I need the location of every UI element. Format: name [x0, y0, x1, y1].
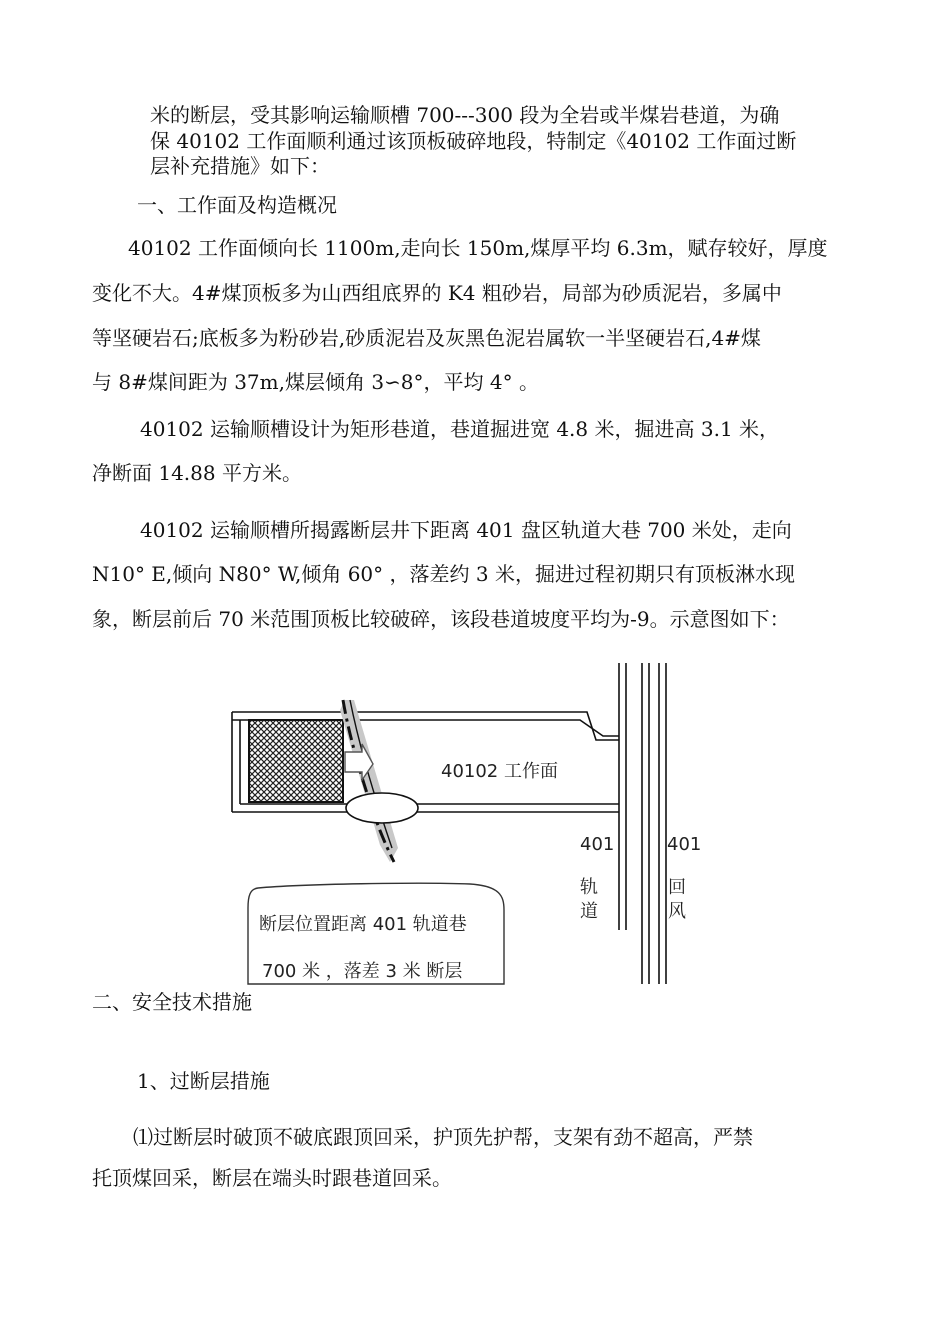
track-char-1: 轨	[580, 877, 598, 898]
callout-line-1: 断层位置距离 401 轨道巷	[259, 914, 467, 935]
para2-line-1: 40102 运输顺槽设计为矩形巷道，巷道掘进宽 4.8 米，掘进高 3.1 米，	[140, 417, 780, 441]
intro-line-3: 层补充措施》如下：	[150, 154, 330, 178]
para1-line-1: 40102 工作面倾向长 1100m,走向长 150m,煤厚平均 6.3m，赋存较好，厚度	[128, 236, 828, 260]
para2-line-2: 净断面 14.88 平方米。	[92, 461, 302, 485]
measure1-line-2: 托顶煤回采，断层在端头时跟巷道回采。	[92, 1166, 452, 1190]
sub1-heading: 1、过断层措施	[137, 1069, 270, 1093]
para1-line-2: 变化不大。4#煤顶板多为山西组底界的 K4 粗砂岩，局部为砂质泥岩，多属中	[92, 281, 782, 305]
intro-line-1: 米的断层，受其影响运输顺槽 700---300 段为全岩或半煤岩巷道，为确	[150, 103, 780, 127]
return-char-2: 风	[668, 901, 686, 922]
para1-line-4: 与 8#煤间距为 37m,煤层倾角 3∽8°，平均 4° 。	[92, 370, 539, 394]
para1-line-3: 等坚硬岩石;底板多为粉砂岩,砂质泥岩及灰黑色泥岩属软一半坚硬岩石,4#煤	[92, 326, 761, 350]
measure1-line-1: ⑴过断层时破顶不破底跟顶回采，护顶先护帮，支架有劲不超高，严禁	[133, 1125, 753, 1149]
track-number-label: 401	[580, 834, 615, 855]
para3-line-3: 象，断层前后 70 米范围顶板比较破碎，该段巷道坡度平均为-9。示意图如下：	[92, 607, 790, 631]
section2-heading: 二、安全技术措施	[92, 990, 252, 1014]
return-number-label: 401	[667, 834, 702, 855]
fault-ellipse	[346, 793, 418, 823]
track-char-2: 道	[580, 901, 598, 922]
goaf-block	[249, 720, 343, 802]
intro-line-2: 保 40102 工作面顺利通过该顶板破碎地段，特制定《40102 工作面过断	[150, 129, 797, 153]
roadway-lines	[619, 663, 666, 984]
para3-line-2: N10° E,倾向 N80° W,倾角 60° ，落差约 3 米，掘进过程初期只有顶板淋水现	[92, 562, 795, 586]
para3-line-1: 40102 运输顺槽所揭露断层井下距离 401 盘区轨道大巷 700 米处，走向	[140, 518, 792, 542]
return-char-1: 回	[668, 877, 686, 898]
fault-zone-band	[340, 700, 398, 862]
callout-line-2: 700 米 ，落差 3 米 断层	[262, 961, 463, 982]
workface-label: 40102 工作面	[441, 761, 558, 782]
section1-heading: 一、工作面及构造概况	[137, 193, 337, 217]
